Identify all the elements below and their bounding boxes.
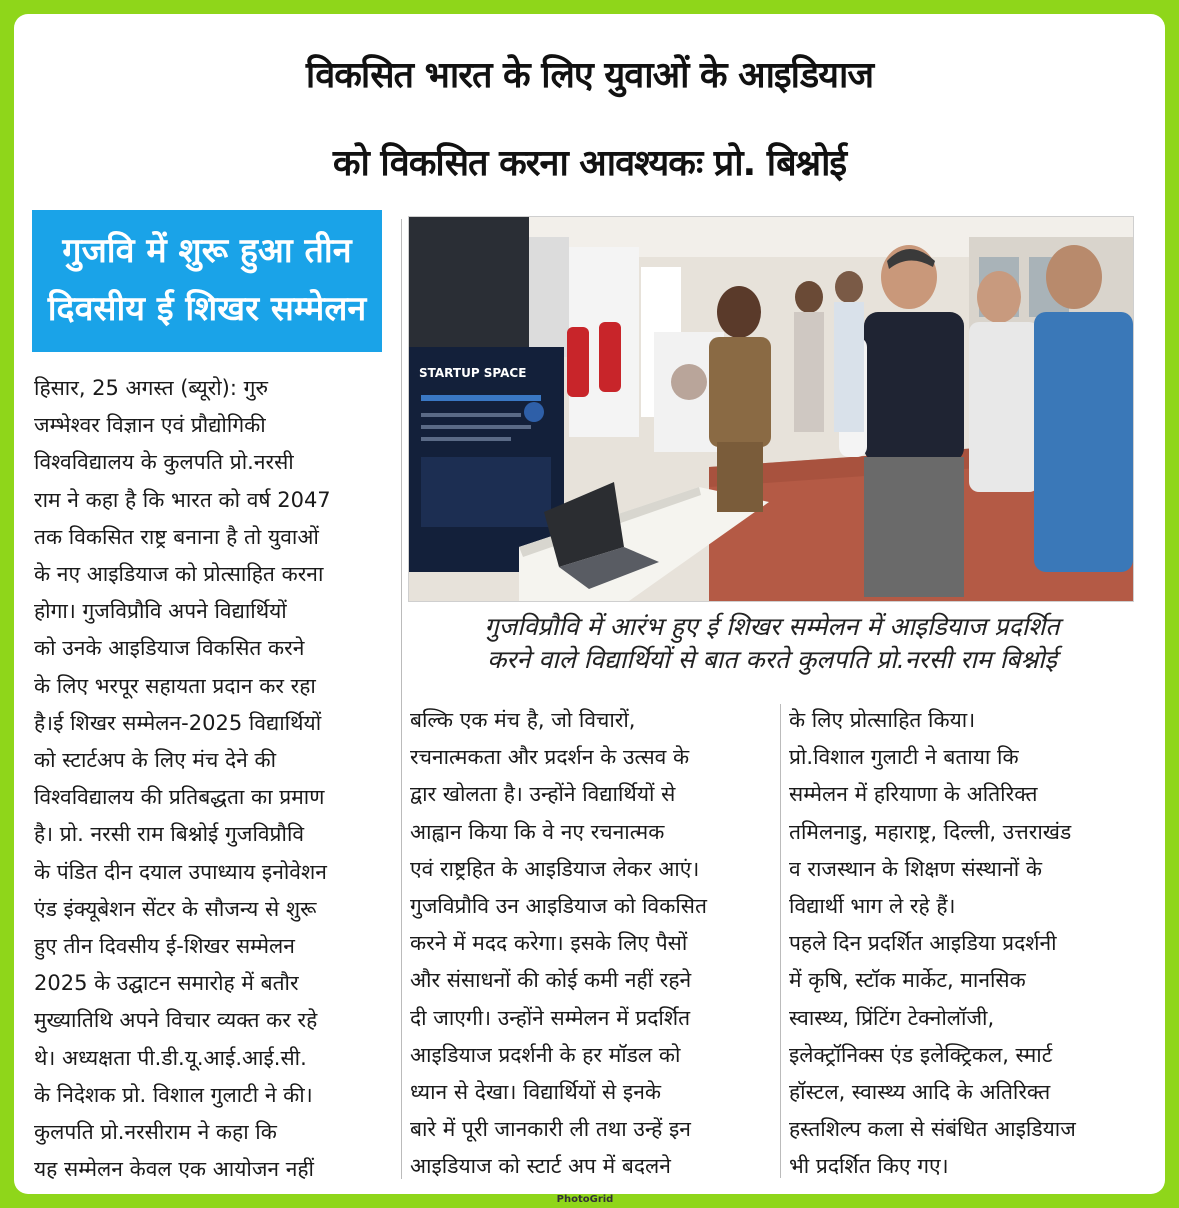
article-line: को स्टार्टअप के लिए मंच देने की	[34, 748, 277, 773]
article-line: द्वार खोलता है। उन्होंने विद्यार्थियों से	[410, 782, 676, 807]
headline-line-1: विकसित भारत के लिए युवाओं के आइडियाज	[305, 55, 874, 96]
article-line: जम्भेश्वर विज्ञान एवं प्रौद्योगिकी	[34, 413, 266, 438]
article-line: आइडियाज प्रदर्शनी के हर मॉडल को	[410, 1042, 681, 1067]
exhibition-photo-illustration	[409, 217, 1133, 601]
article-line: के निदेशक प्रो. विशाल गुलाटी ने की।	[34, 1082, 313, 1107]
article-line: और संसाधनों की कोई कमी नहीं रहने	[410, 968, 692, 993]
article-column-1	[34, 370, 396, 1188]
article-line: है। प्रो. नरसी राम बिश्नोई गुजविप्रौवि	[34, 822, 305, 847]
article-line: हस्तशिल्प कला से संबंधित आइडियाज	[789, 1117, 1076, 1142]
caption-line-1: गुजविप्रौवि में आरंभ हुए ई शिखर सम्मेलन में आइडियाज प्रदर्शित	[484, 612, 1060, 641]
article-line: के लिए प्रोत्साहित किया।	[789, 708, 976, 732]
article-line: एंड इंक्यूबेशन सेंटर के सौजन्य से शुरू	[34, 896, 317, 921]
article-line: भी प्रदर्शित किए गए।	[789, 1154, 949, 1179]
subheadline-box	[32, 210, 382, 352]
article-line: मुख्यातिथि अपने विचार व्यक्त कर रहे	[34, 1008, 318, 1033]
newspaper-clipping	[14, 14, 1165, 1194]
column-divider	[401, 219, 402, 1179]
article-line: स्वास्थ्य, प्रिंटिंग टेक्नोलॉजी,	[789, 1005, 995, 1030]
article-line: हुए तीन दिवसीय ई-शिखर सम्मेलन	[34, 934, 295, 959]
article-line: के लिए भरपूर सहायता प्रदान कर रहा	[34, 673, 316, 698]
subheadline-line-1: गुजवि में शुरू हुआ तीन	[62, 231, 352, 271]
article-line: व राजस्थान के शिक्षण संस्थानों के	[789, 856, 1043, 881]
article-line: है।ई शिखर सम्मेलन-2025 विद्यार्थियों	[34, 710, 322, 735]
article-line: बारे में पूरी जानकारी ली तथा उन्हें इन	[410, 1117, 691, 1142]
article-line: हॉस्टल, स्वास्थ्य आदि के अतिरिक्त	[789, 1080, 1051, 1105]
caption-line-2: करने वाले विद्यार्थियों से बात करते कुलपति प्रो.नरसी राम बिश्नोई	[487, 645, 1057, 674]
watermark: PhotoGrid	[556, 1194, 614, 1205]
poster-title: STARTUP SPACE	[419, 366, 527, 380]
article-line: प्रो.विशाल गुलाटी ने बताया कि	[789, 745, 1019, 770]
article-line: के पंडित दीन दयाल उपाध्याय इनोवेशन	[34, 859, 327, 884]
photo-caption	[412, 610, 1132, 676]
subheadline-line-2: दिवसीय ई शिखर सम्मेलन	[47, 289, 367, 329]
article-line: को उनके आइडियाज विकसित करने	[34, 636, 305, 661]
article-line: होगा। गुजविप्रौवि अपने विद्यार्थियों	[34, 599, 287, 624]
article-line: विश्वविद्यालय के कुलपति प्रो.नरसी	[34, 450, 294, 475]
article-line: तक विकसित राष्ट्र बनाना है तो युवाओं	[34, 524, 319, 549]
article-line: विश्वविद्यालय की प्रतिबद्धता का प्रमाण	[34, 785, 325, 810]
article-line: थे। अध्यक्षता पी.डी.यू.आई.आई.सी.	[34, 1045, 307, 1070]
article-line: विद्यार्थी भाग ले रहे हैं।	[789, 894, 956, 919]
article-line: कुलपति प्रो.नरसीराम ने कहा कि	[34, 1120, 277, 1145]
article-line: एवं राष्ट्रहित के आइडियाज लेकर आएं।	[410, 856, 700, 881]
article-line: यह सम्मेलन केवल एक आयोजन नहीं	[34, 1157, 314, 1182]
article-line: गुजविप्रौवि उन आइडियाज को विकसित	[410, 894, 707, 919]
article-line: हिसार, 25 अगस्त (ब्यूरो): गुरु	[34, 376, 269, 400]
article-line: 2025 के उद्घाटन समारोह में बतौर	[34, 971, 299, 996]
article-line: के नए आइडियाज को प्रोत्साहित करना	[34, 562, 324, 587]
article-line: दी जाएगी। उन्होंने सम्मेलन में प्रदर्शित	[410, 1005, 691, 1030]
article-line: पहले दिन प्रदर्शित आइडिया प्रदर्शनी	[789, 931, 1057, 956]
headline-line-2: को विकसित करना आवश्यकः प्रो. बिश्नोई	[332, 143, 847, 184]
article-line: आइडियाज को स्टार्ट अप में बदलने	[410, 1154, 671, 1179]
article-line: ध्यान से देखा। विद्यार्थियों से इनके	[410, 1080, 662, 1105]
article-line: आह्वान किया कि वे नए रचनात्मक	[410, 819, 665, 844]
article-line: सम्मेलन में हरियाणा के अतिरिक्त	[789, 782, 1038, 807]
article-line: इलेक्ट्रॉनिक्स एंड इलेक्ट्रिकल, स्मार्ट	[789, 1042, 1053, 1067]
article-line: बल्कि एक मंच है, जो विचारों,	[410, 708, 636, 732]
article-line: करने में मदद करेगा। इसके लिए पैसों	[410, 931, 688, 956]
article-line: रचनात्मकता और प्रदर्शन के उत्सव के	[410, 745, 690, 770]
article-line: तमिलनाडु, महाराष्ट्र, दिल्ली, उत्तराखंड	[789, 819, 1072, 844]
news-photo	[408, 216, 1134, 602]
article-line: राम ने कहा है कि भारत को वर्ष 2047	[34, 487, 331, 512]
article-column-3	[789, 702, 1137, 1186]
column-divider	[780, 704, 781, 1178]
article-column-2	[410, 702, 774, 1186]
article-line: में कृषि, स्टॉक मार्केट, मानसिक	[789, 968, 1026, 993]
